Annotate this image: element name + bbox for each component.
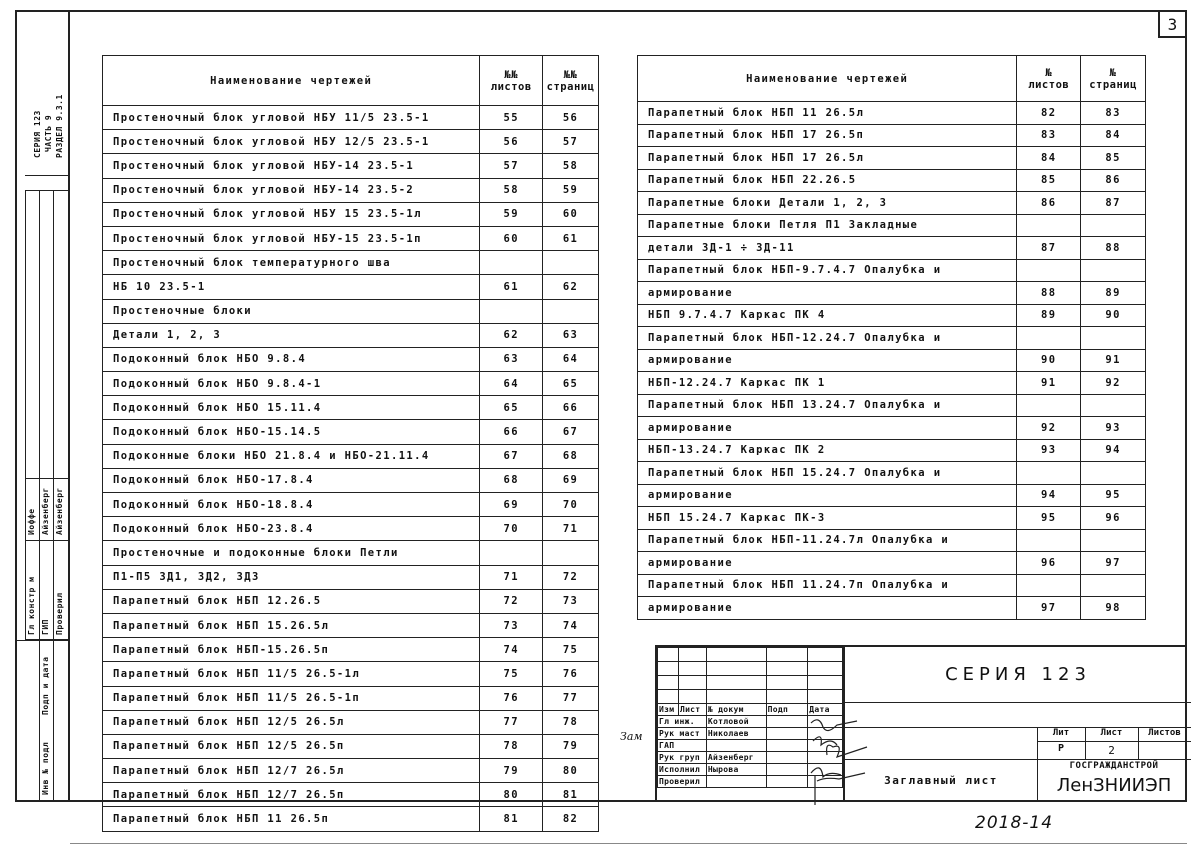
page-number-cell: 68 (543, 444, 599, 468)
drawing-name: Подоконный блок НБО 9.8.4 (103, 347, 480, 371)
drawing-name: Парапетный блок НБП 13.24.7 Опалубка и (638, 394, 1017, 417)
page-number-cell: 63 (543, 323, 599, 347)
page-number-cell: 56 (543, 106, 599, 130)
sheet-number: 91 (1017, 372, 1081, 395)
drawing-name: Подоконный блок НБО-17.8.4 (103, 468, 480, 492)
revision-cell (808, 662, 843, 676)
table-row (103, 299, 599, 323)
side-name-3: Айзенберг (55, 487, 64, 535)
table-row (103, 347, 599, 371)
sheet-number: 67 (480, 444, 543, 468)
sheet-number: 87 (1017, 237, 1081, 260)
table-row (638, 192, 1146, 215)
drawing-name: Парапетные блоки Детали 1, 2, 3 (638, 192, 1017, 215)
sheet-number: 74 (480, 638, 543, 662)
table-row (103, 396, 599, 420)
sheet-number: 81 (480, 807, 543, 831)
page-number-cell: 67 (543, 420, 599, 444)
sheet-label: Лист (1100, 728, 1123, 738)
table-row (638, 372, 1146, 395)
table-row (103, 130, 599, 154)
page-number-cell: 92 (1081, 372, 1146, 395)
page-number-cell: 69 (543, 468, 599, 492)
sheet-number: 86 (1017, 192, 1081, 215)
page-number-cell: 74 (543, 613, 599, 637)
page-number-cell: 89 (1081, 282, 1146, 305)
header-sheets: №№ листов (480, 56, 543, 106)
page-number-cell: 98 (1081, 597, 1146, 620)
page-number-cell: 60 (543, 202, 599, 226)
table-row (103, 638, 599, 662)
drawing-name: НБП 15.24.7 Каркас ПК-3 (638, 507, 1017, 530)
side-role-2: ГИП (41, 619, 50, 635)
drawing-name: Простеночные и подоконные блоки Петли (103, 541, 480, 565)
sheet-number: 56 (480, 130, 543, 154)
sheet-number: 89 (1017, 304, 1081, 327)
header-pages: № страниц (1081, 56, 1146, 102)
page-number-cell: 58 (543, 154, 599, 178)
side-series: СЕРИЯ 123 (33, 110, 42, 158)
page-number-cell: 84 (1081, 124, 1146, 147)
sheet-number: 63 (480, 347, 543, 371)
sheet-number: 55 (480, 106, 543, 130)
sheet-number: 93 (1017, 439, 1081, 462)
sheet-number: 75 (480, 662, 543, 686)
drawing-name: Парапетный блок НБП 12.26.5 (103, 589, 480, 613)
sheet-number: 80 (480, 783, 543, 807)
sheet-number (1017, 394, 1081, 417)
drawing-name: Простеночный блок угловой НБУ-14 23.5-2 (103, 178, 480, 202)
table-row (638, 394, 1146, 417)
sheet-number: 77 (480, 710, 543, 734)
series-title: СЕРИЯ 123 (945, 664, 1091, 685)
sheet-number: 61 (480, 275, 543, 299)
sheet-number (1017, 214, 1081, 237)
table-row (638, 259, 1146, 282)
drawing-name: Парапетный блок НБП 22.26.5 (638, 169, 1017, 192)
sheet-number: 68 (480, 468, 543, 492)
signatory-name: Нырова (706, 764, 766, 776)
page-number-cell (1081, 529, 1146, 552)
drawing-name: Простеночный блок угловой НБУ 12/5 23.5-1 (103, 130, 480, 154)
table-row (638, 304, 1146, 327)
drawing-name: армирование (638, 552, 1017, 575)
drawing-name: Парапетный блок НБП 17 26.5п (638, 124, 1017, 147)
table-row (103, 686, 599, 710)
drawing-name: Простеночный блок угловой НБУ-15 23.5-1п (103, 226, 480, 250)
revision-cell (658, 662, 679, 676)
sheet-number: 96 (1017, 552, 1081, 575)
sheet-number: 71 (480, 565, 543, 589)
table-header (638, 56, 1146, 102)
drawing-name: НБП 9.7.4.7 Каркас ПК 4 (638, 304, 1017, 327)
table-row (103, 589, 599, 613)
org-name: ЛенЗНИИЭП (1056, 775, 1172, 796)
page-number-cell: 88 (1081, 237, 1146, 260)
revision-cell (808, 676, 843, 690)
page-number-cell: 90 (1081, 304, 1146, 327)
table-row (103, 493, 599, 517)
page-number-cell: 64 (543, 347, 599, 371)
revision-cell (766, 662, 808, 676)
page-number-cell: 91 (1081, 349, 1146, 372)
page-number-cell: 78 (543, 710, 599, 734)
drawing-name: Подоконный блок НБО-23.8.4 (103, 517, 480, 541)
revision-header (658, 704, 843, 716)
table-row (638, 147, 1146, 170)
drawing-name: Простеночный блок температурного шва (103, 251, 480, 275)
sheet-number: 60 (480, 226, 543, 250)
side-role-1: Гл констр м (27, 576, 36, 635)
table-row (103, 420, 599, 444)
table-row (638, 214, 1146, 237)
page-number-cell (1081, 574, 1146, 597)
drawing-name: армирование (638, 282, 1017, 305)
revision-cell (678, 648, 706, 662)
drawing-name: Парапетный блок НБП 11.24.7п Опалубка и (638, 574, 1017, 597)
table-row (103, 251, 599, 275)
sheet-number (1017, 529, 1081, 552)
drawing-name: Парапетный блок НБП 11/5 26.5-1п (103, 686, 480, 710)
table-row (103, 323, 599, 347)
signature-cell (766, 764, 808, 776)
drawing-name: Парапетный блок НБП 11 26.5п (103, 807, 480, 831)
page-number-cell: 70 (543, 493, 599, 517)
signatory-name: Николаев (706, 728, 766, 740)
drawing-name: Простеночный блок угловой НБУ 11/5 23.5-1 (103, 106, 480, 130)
sheet-number: 82 (1017, 102, 1081, 125)
sheet-number: 85 (1017, 169, 1081, 192)
sheet-number: 94 (1017, 484, 1081, 507)
page-number-cell: 93 (1081, 417, 1146, 440)
sheet-number: 69 (480, 493, 543, 517)
page-number-cell: 94 (1081, 439, 1146, 462)
table-row (638, 507, 1146, 530)
header-name: Наименование чертежей (638, 56, 1017, 102)
sheet-number (1017, 259, 1081, 282)
signature-cell (766, 752, 808, 764)
side-inv-label: Инв № подл (41, 741, 50, 795)
revision-col-header: Изм (658, 704, 679, 716)
page-number-cell: 75 (543, 638, 599, 662)
signatory-role: Исполнил (658, 764, 707, 776)
sheet-number: 84 (1017, 147, 1081, 170)
table-row (103, 275, 599, 299)
page-number-cell (1081, 327, 1146, 350)
signatory-name (706, 740, 766, 752)
table-row (103, 202, 599, 226)
header-sheets: № листов (1017, 56, 1081, 102)
page-number-cell: 71 (543, 517, 599, 541)
side-sign-date-label: Подп и дата (41, 656, 50, 715)
margin-note: Зам (620, 730, 643, 743)
signature-marks (807, 715, 877, 805)
page-number-cell: 57 (543, 130, 599, 154)
drawing-index-table-right (637, 55, 1146, 620)
drawing-name: Парапетный блок НБП 12/5 26.5л (103, 710, 480, 734)
revision-cell (766, 676, 808, 690)
footer-code: 2018-14 (975, 813, 1054, 833)
table-row (103, 807, 599, 831)
drawing-name: Парапетный блок НБП 17 26.5л (638, 147, 1017, 170)
sheet-number: 95 (1017, 507, 1081, 530)
side-section: РАЗДЕЛ 9.3.1 (55, 94, 64, 158)
title-main (843, 647, 1189, 802)
page-number-cell: 83 (1081, 102, 1146, 125)
page-number-cell: 72 (543, 565, 599, 589)
drawing-name: Парапетный блок НБП 12/7 26.5л (103, 759, 480, 783)
signatory-role: ГАП (658, 740, 707, 752)
side-stamp (15, 10, 70, 802)
sheet-number: 90 (1017, 349, 1081, 372)
page-number-cell: 85 (1081, 147, 1146, 170)
sheet-value: 2 (1108, 744, 1115, 757)
revision-col-header: № докум (706, 704, 766, 716)
page-number-cell (1081, 259, 1146, 282)
page-number-cell (1081, 214, 1146, 237)
sheet-number: 76 (480, 686, 543, 710)
sheet-title: Заглавный лист (884, 774, 998, 787)
drawing-name: Простеночный блок угловой НБУ 15 23.5-1л (103, 202, 480, 226)
drawing-name: Простеночный блок угловой НБУ-14 23.5-1 (103, 154, 480, 178)
side-name-2: Айзенберг (41, 487, 50, 535)
revision-cell (678, 662, 706, 676)
drawing-name: НБП-12.24.7 Каркас ПК 1 (638, 372, 1017, 395)
sheet-number: 78 (480, 734, 543, 758)
revision-cell (766, 690, 808, 704)
revision-cell (706, 676, 766, 690)
table-row (638, 439, 1146, 462)
table-row (638, 462, 1146, 485)
signatory-name: Котловой (706, 716, 766, 728)
drawing-name: Парапетный блок НБП 11/5 26.5-1л (103, 662, 480, 686)
drawing-name: Парапетный блок НБП 15.24.7 Опалубка и (638, 462, 1017, 485)
revision-cell (706, 690, 766, 704)
sheet-number: 64 (480, 372, 543, 396)
table-row (103, 154, 599, 178)
revision-col-header: Дата (808, 704, 843, 716)
page-number-cell: 66 (543, 396, 599, 420)
side-name-1: Иоффе (27, 508, 36, 535)
drawing-name: Подоконные блоки НБО 21.8.4 и НБО-21.11.4 (103, 444, 480, 468)
page-number-cell (543, 299, 599, 323)
revision-cell (658, 648, 679, 662)
drawing-name: Парапетный блок НБП 12/7 26.5п (103, 783, 480, 807)
table-row (638, 169, 1146, 192)
revision-cell (808, 648, 843, 662)
page-number-cell: 80 (543, 759, 599, 783)
table-row (638, 327, 1146, 350)
table-row (103, 541, 599, 565)
revision-col-header: Подп (766, 704, 808, 716)
drawing-name: П1-П5 ЗД1, ЗД2, ЗД3 (103, 565, 480, 589)
page-number-cell: 73 (543, 589, 599, 613)
table-row (103, 372, 599, 396)
table-row (103, 662, 599, 686)
revision-cell (766, 648, 808, 662)
table-row (103, 226, 599, 250)
drawing-name: Подоконный блок НБО-15.14.5 (103, 420, 480, 444)
drawing-name: Подоконный блок НБО 9.8.4-1 (103, 372, 480, 396)
sheet-number (1017, 462, 1081, 485)
signatory-role: Проверил (658, 776, 707, 788)
sheet-number: 65 (480, 396, 543, 420)
page-number-cell: 82 (543, 807, 599, 831)
table-row (638, 124, 1146, 147)
drawing-name: НБП-13.24.7 Каркас ПК 2 (638, 439, 1017, 462)
drawing-name: Парапетный блок НБП-15.26.5п (103, 638, 480, 662)
table-row (103, 565, 599, 589)
table-row (103, 613, 599, 637)
table-row (638, 282, 1146, 305)
drawing-name: Парапетный блок НБП 15.26.5л (103, 613, 480, 637)
table-row (103, 734, 599, 758)
drawing-name: армирование (638, 597, 1017, 620)
sheet-number: 88 (1017, 282, 1081, 305)
drawing-name: армирование (638, 349, 1017, 372)
table-header (103, 56, 599, 106)
drawing-name: Парапетный блок НБП-12.24.7 Опалубка и (638, 327, 1017, 350)
page-number-cell: 95 (1081, 484, 1146, 507)
sheet-number (480, 299, 543, 323)
revision-cell (706, 648, 766, 662)
page-number-cell (543, 251, 599, 275)
table-row (103, 710, 599, 734)
revision-cell (678, 676, 706, 690)
table-row (103, 468, 599, 492)
page-number-cell (1081, 394, 1146, 417)
table-row (638, 484, 1146, 507)
revision-cell (808, 690, 843, 704)
page-number-cell: 79 (543, 734, 599, 758)
page-number-cell: 81 (543, 783, 599, 807)
signature-cell (766, 776, 808, 788)
table-row (638, 417, 1146, 440)
drawing-name: детали ЗД-1 ÷ ЗД-11 (638, 237, 1017, 260)
page-number-cell: 87 (1081, 192, 1146, 215)
table-row (638, 529, 1146, 552)
sheet-number: 97 (1017, 597, 1081, 620)
sheet-number: 83 (1017, 124, 1081, 147)
drawing-name: Подоконный блок НБО 15.11.4 (103, 396, 480, 420)
signatory-role: Гл инж. (658, 716, 707, 728)
signatory-name: Айзенберг (706, 752, 766, 764)
drawing-name: НБ 10 23.5-1 (103, 275, 480, 299)
lit-label: Лит (1052, 728, 1070, 738)
drawing-name: армирование (638, 417, 1017, 440)
revision-cell (658, 690, 679, 704)
page-number-cell: 76 (543, 662, 599, 686)
sheet-number: 72 (480, 589, 543, 613)
drawing-index-table-left (102, 55, 599, 832)
header-pages: №№ страниц (543, 56, 599, 106)
org-ministry: ГОСГРАЖДАНСТРОЙ (1069, 761, 1159, 771)
revision-cell (706, 662, 766, 676)
table-row (103, 783, 599, 807)
drawing-name: Парапетный блок НБП 11 26.5л (638, 102, 1017, 125)
page-number-cell: 59 (543, 178, 599, 202)
sheet-number: 66 (480, 420, 543, 444)
revision-col-header: Лист (678, 704, 706, 716)
signatory-role: Рук маст (658, 728, 707, 740)
table-row (638, 237, 1146, 260)
page-number-cell: 97 (1081, 552, 1146, 575)
table-row (638, 102, 1146, 125)
page-number-cell (543, 541, 599, 565)
table-row (103, 444, 599, 468)
signature-cell (766, 740, 808, 752)
side-part: ЧАСТЬ 9 (44, 114, 53, 152)
sheet-number: 57 (480, 154, 543, 178)
table-row (638, 349, 1146, 372)
sheets-label: Листов (1148, 728, 1181, 738)
page-number-cell: 96 (1081, 507, 1146, 530)
drawing-name: Детали 1, 2, 3 (103, 323, 480, 347)
signatory-role: Рук груп (658, 752, 707, 764)
drawing-name: Парапетный блок НБП 12/5 26.5п (103, 734, 480, 758)
drawing-name: армирование (638, 484, 1017, 507)
signatory-name (706, 776, 766, 788)
revision-cell (678, 690, 706, 704)
title-block (655, 645, 1187, 802)
sheet-number: 58 (480, 178, 543, 202)
table-row (103, 759, 599, 783)
side-role-3: Проверил (55, 592, 64, 635)
drawing-name: Парапетный блок НБП-11.24.7л Опалубка и (638, 529, 1017, 552)
revision-cell (658, 676, 679, 690)
sheet-number: 62 (480, 323, 543, 347)
page-number-cell: 77 (543, 686, 599, 710)
sheet-number (1017, 327, 1081, 350)
lit-value: Р (1057, 743, 1065, 754)
sheet-number: 92 (1017, 417, 1081, 440)
drawing-name: Парапетные блоки Петля П1 Закладные (638, 214, 1017, 237)
table-row (638, 597, 1146, 620)
drawing-name: Простеночные блоки (103, 299, 480, 323)
sheet-number: 59 (480, 202, 543, 226)
page-number-cell: 61 (543, 226, 599, 250)
drawing-name: Парапетный блок НБП-9.7.4.7 Опалубка и (638, 259, 1017, 282)
table-row (103, 517, 599, 541)
page-number: 3 (1158, 10, 1187, 38)
table-row (638, 552, 1146, 575)
page-number-cell: 86 (1081, 169, 1146, 192)
sheet-number: 70 (480, 517, 543, 541)
page-number-cell: 65 (543, 372, 599, 396)
drawing-name: Подоконный блок НБО-18.8.4 (103, 493, 480, 517)
page-number-cell: 62 (543, 275, 599, 299)
table-row (103, 178, 599, 202)
sheet-number (480, 541, 543, 565)
sheet-number (480, 251, 543, 275)
sheet-number: 73 (480, 613, 543, 637)
signature-cell (766, 716, 808, 728)
sheet-number (1017, 574, 1081, 597)
page-number-cell (1081, 462, 1146, 485)
table-row (638, 574, 1146, 597)
sheet-number: 79 (480, 759, 543, 783)
header-name: Наименование чертежей (103, 56, 480, 106)
table-row (103, 106, 599, 130)
signature-cell (766, 728, 808, 740)
